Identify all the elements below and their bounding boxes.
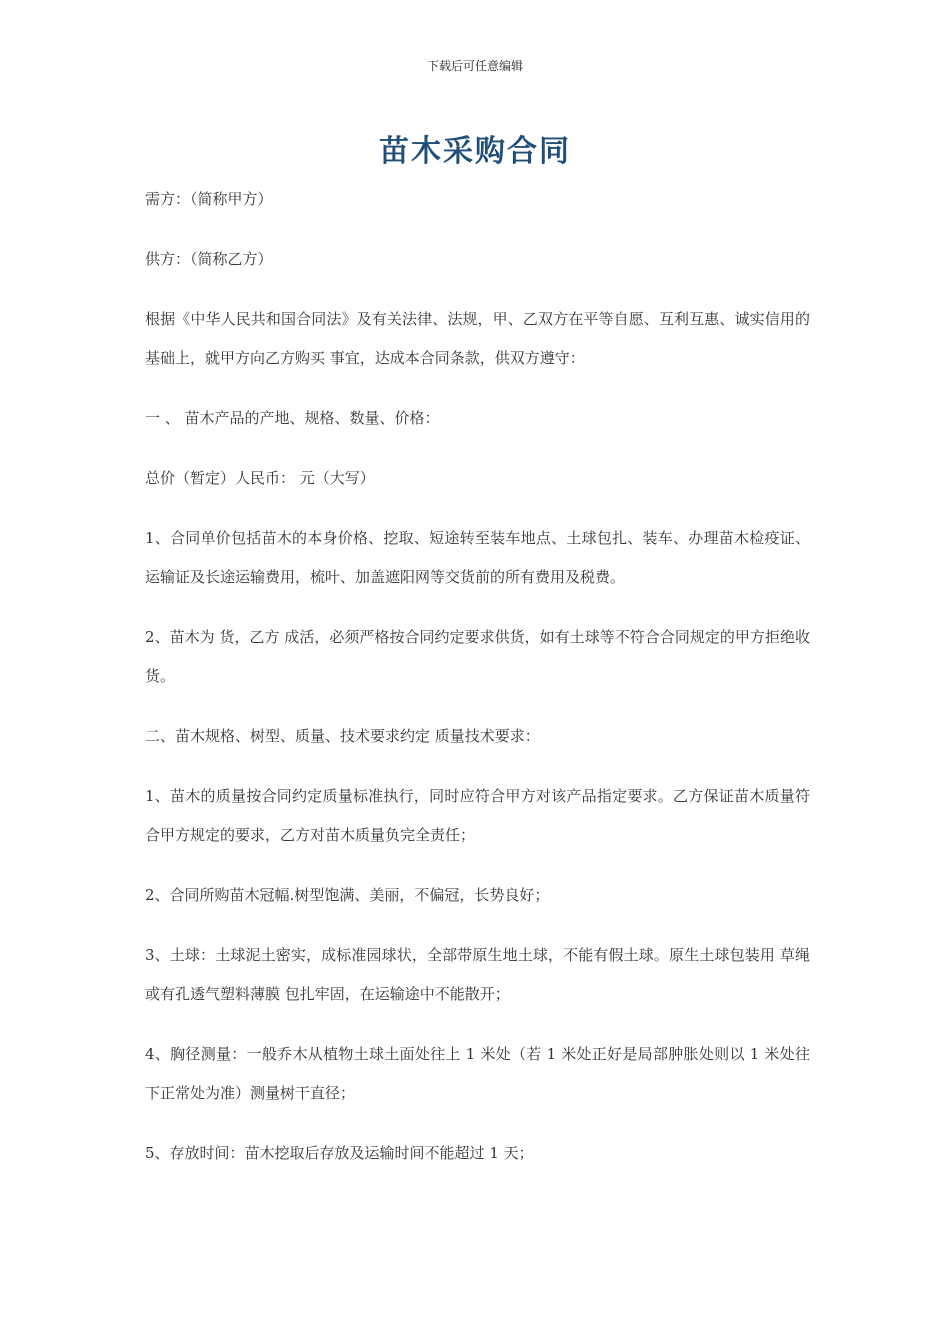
- total-price-line: 总价（暂定）人民币： 元（大写）: [145, 469, 375, 487]
- clause-2-3: 3、土球：土球泥土密实，成标准园球状，全部带原生地土球，不能有假土球。原生土球包装用 草绳或有孔透气塑料薄膜 包扎牢固，在运输途中不能散开；: [145, 946, 810, 1003]
- clause-1-1: 1、合同单价包括苗木的本身价格、挖取、短途转至装车地点、土球包扎、装车、办理苗木检疫证、运输证及长途运输费用，梳叶、加盖遮阳网等交货前的所有费用及税费。: [145, 529, 810, 586]
- clause-2-4: 4、胸径测量：一般乔木从植物土球土面处往上 1 米处（若 1 米处正好是局部肿胀处则以 1 米处往下正常处为准）测量树干直径；: [145, 1045, 810, 1102]
- clause-1-2: 2、苗木为 货，乙方 成活，必须严格按合同约定要求供货，如有土球等不符合合同规定的甲方拒绝收货。: [145, 628, 810, 685]
- supplier-line: 供方：（简称乙方）: [145, 250, 273, 268]
- section-two-heading: 二、苗木规格、树型、质量、技术要求约定 质量技术要求：: [145, 727, 540, 745]
- download-note: 下载后可任意编辑: [426, 59, 523, 73]
- clause-2-5: 5、存放时间：苗木挖取后存放及运输时间不能超过 1 天；: [145, 1144, 534, 1162]
- section-one-heading: 一 、 苗木产品的产地、规格、数量、价格：: [145, 409, 440, 427]
- preamble-paragraph: 根据《中华人民共和国合同法》及有关法律、法规，甲、乙双方在平等自愿、互利互惠、诚实信用的基础上，就甲方向乙方购买 事宜，达成本合同条款，供双方遵守：: [145, 310, 810, 367]
- buyer-line: 需方：（简称甲方）: [145, 190, 273, 208]
- document-title: 苗木采购合同: [379, 134, 571, 169]
- contract-body: [145, 180, 810, 1194]
- clause-2-2: 2、合同所购苗木冠幅.树型饱满、美丽，不偏冠，长势良好；: [145, 886, 550, 904]
- clause-2-1: 1、苗木的质量按合同约定质量标准执行，同时应符合甲方对该产品指定要求。乙方保证苗木质量符合甲方规定的要求，乙方对苗木质量负完全责任；: [145, 787, 810, 844]
